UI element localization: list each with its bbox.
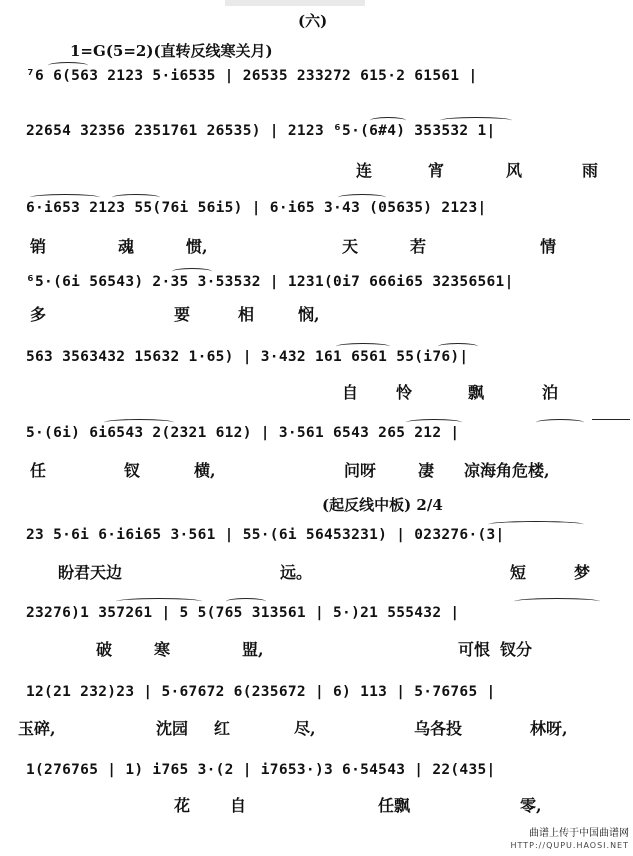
score-row-1: ⁷6 6(563 2123 5·i6535 | 26535 233272 615·2 61561 | [26,68,478,84]
slur-mark [172,268,212,275]
lyric-row-2 [26,158,626,180]
slur-mark [30,194,100,201]
score-row-4: ⁶5·(6i 56543) 2·35 3·53532 | 1231(0i7 666i65 32356561| [26,274,514,290]
lyric-char: 横, [194,461,216,480]
lyric-char: 泊 [542,383,559,402]
slur-mark [336,343,390,350]
score-row-6: 5·(6i) 6i6543 2(2321 612) | 3·561 6543 265 212 | [26,425,460,441]
score-row-2: 22654 32356 2351761 26535) | 2123 ⁶5·(6#4) 353532 1| [26,123,496,139]
slur-mark [48,62,88,69]
lyric-row-10 [26,793,626,815]
lyric-char: 沈园 [156,719,189,738]
key-signature: 1=G(5=2)(直转反线寒关月) [70,42,273,60]
lyric-char: 尽, [294,719,316,738]
lyric-char: 自 [342,383,359,402]
site-watermark [511,828,629,852]
lyric-char: 寒 [154,640,171,659]
lyric-char: 天 [342,237,359,256]
lyric-row-9 [18,716,626,738]
lyric-char: 凄 [418,461,435,480]
section-marking: (起反线中板) 2/4 [322,496,443,514]
lyric-row-6 [26,458,626,480]
score-row-7: 23 5·6i 6·i6i65 3·561 | 55·(6i 56453231) | 023276·(3| [26,527,505,543]
slur-mark [536,419,584,426]
lyric-char: 自 [230,796,247,815]
tie-line [592,419,630,420]
lyric-char: 销 [30,237,47,256]
lyric-char: 问呀 [344,461,377,480]
lyric-row-4 [26,302,626,324]
slur-mark [338,194,386,201]
slur-mark [226,598,266,605]
lyric-char: 雨 [582,161,599,180]
section-title: (六) [298,12,328,30]
lyric-char: 凉海角危楼, [464,461,550,480]
slur-mark [104,419,174,426]
lyric-char: 惯, [186,237,208,256]
lyric-char: 任 [30,461,47,480]
lyric-char: 情 [540,237,557,256]
lyric-char: 盼君天边 [58,563,123,582]
lyric-char: 任飘 [378,796,411,815]
lyric-char: 零, [520,796,542,815]
lyric-char: 悯, [298,305,320,324]
lyric-row-3 [26,234,626,256]
score-row-9: 12(21 232)23 | 5·67672 6(235672 | 6) 113 | 5·76765 | [26,684,496,700]
lyric-char: 红 [214,719,231,738]
lyric-char: 可恨 [458,640,491,659]
lyric-char: 花 [174,796,191,815]
score-row-8: 23276)1 357261 | 5 5(765 313561 | 5·)21 555432 | [26,605,460,621]
lyric-char: 破 [96,640,113,659]
lyric-row-5 [26,380,626,402]
lyric-row-7 [26,560,626,582]
watermark-text: 曲谱上传于中国曲谱网 [529,828,629,839]
lyric-char: 钗分 [500,640,533,659]
lyric-char: 魂 [118,237,135,256]
lyric-row-8 [26,637,626,659]
top-scan-strip [225,0,365,6]
slur-mark [438,343,478,350]
watermark-url: HTTP://QUPU.HAOSI.NET [510,841,629,850]
lyric-char: 多 [30,305,47,324]
lyric-char: 相 [238,305,255,324]
lyric-char: 盟, [242,640,264,659]
lyric-char: 钗 [124,461,141,480]
lyric-char: 林呀, [530,719,568,738]
slur-mark [112,194,160,201]
lyric-char: 若 [410,237,427,256]
lyric-char: 宵 [428,161,445,180]
lyric-char: 乌各投 [414,719,463,738]
lyric-char: 短 [510,563,527,582]
lyric-char: 风 [506,161,523,180]
lyric-char: 梦 [574,563,591,582]
lyric-char: 怜 [396,383,413,402]
lyric-char: 远。 [280,563,313,582]
lyric-char: 玉碎, [18,719,56,738]
lyric-char: 连 [356,161,373,180]
slur-mark [514,598,600,605]
slur-mark [116,598,202,605]
slur-mark [370,117,406,124]
score-row-5: 563 3563432 15632 1·65) | 3·432 161 6561 55(i76)| [26,349,469,365]
slur-mark [406,419,462,426]
lyric-char: 飘 [468,383,485,402]
score-row-10: 1(276765 | 1) i765 3·(2 | i7653·)3 6·54543 | 22(435| [26,762,496,778]
score-row-3: 6·i653 2123 55(76i 56i5) | 6·i65 3·43 (05635) 2123| [26,200,487,216]
slur-mark [488,521,584,528]
lyric-char: 要 [174,305,191,324]
slur-mark [440,117,512,124]
